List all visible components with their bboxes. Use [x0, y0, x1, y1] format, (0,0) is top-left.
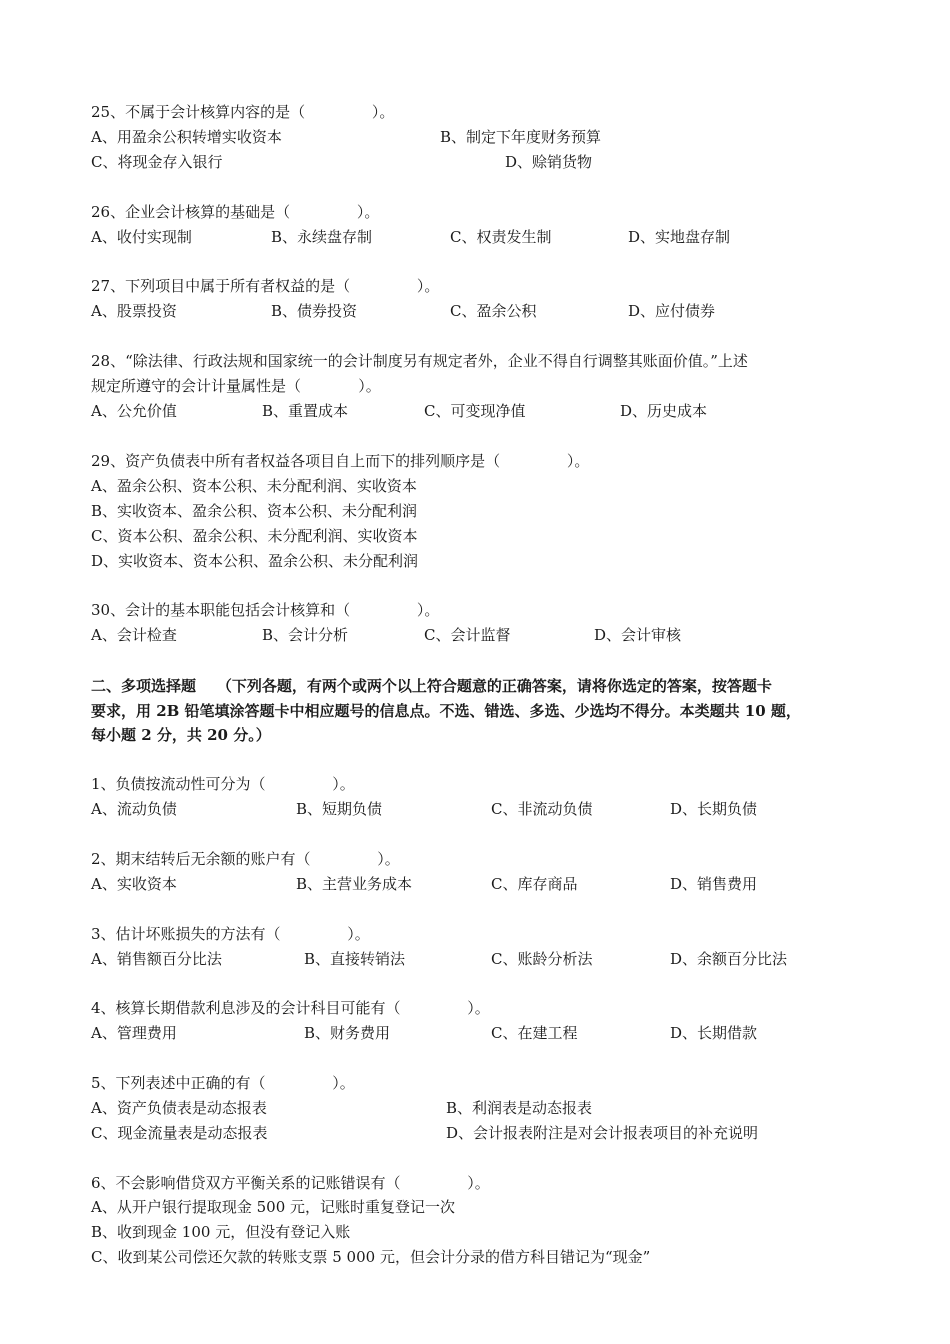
- question-26-option-a: A、收付实现制: [91, 228, 192, 246]
- multi-question-5-option-c: C、现金流量表是动态报表: [91, 1124, 268, 1142]
- question-27-stem: 27、下列项目中属于所有者权益的是（ ）。: [91, 277, 440, 295]
- multi-question-4-option-d: D、长期借款: [670, 1024, 758, 1042]
- multi-question-1-stem: 1、负债按流动性可分为（ ）。: [91, 775, 355, 793]
- question-29-option-b: B、实收资本、盈余公积、资本公积、未分配利润: [91, 502, 418, 520]
- multi-question-5-stem: 5、下列表述中正确的有（ ）。: [91, 1074, 355, 1092]
- question-30-option-c: C、会计监督: [424, 626, 511, 644]
- multi-question-1-option-a: A、流动负债: [91, 800, 177, 818]
- question-27-option-b: B、债券投资: [271, 302, 358, 320]
- multi-question-1-option-d: D、长期负债: [670, 800, 758, 818]
- question-28-option-d: D、历史成本: [620, 402, 708, 420]
- multi-question-2-option-c: C、库存商品: [491, 875, 578, 893]
- multi-question-3-option-c: C、账龄分析法: [491, 950, 593, 968]
- multi-question-6-stem: 6、不会影响借贷双方平衡关系的记账错误有（ ）。: [91, 1174, 490, 1192]
- question-28-option-c: C、可变现净值: [424, 402, 526, 420]
- question-29-stem: 29、资产负债表中所有者权益各项目自上而下的排列顺序是（ ）。: [91, 452, 590, 470]
- multi-question-3-option-a: A、销售额百分比法: [91, 950, 222, 968]
- multi-question-4-option-b: B、财务费用: [304, 1024, 391, 1042]
- multi-question-3-option-b: B、直接转销法: [304, 950, 406, 968]
- question-30-stem: 30、会计的基本职能包括会计核算和（ ）。: [91, 601, 440, 619]
- multi-question-5-option-d: D、会计报表附注是对会计报表项目的补充说明: [446, 1124, 759, 1142]
- question-25-option-c: C、将现金存入银行: [91, 153, 223, 171]
- question-26-option-d: D、实地盘存制: [628, 228, 731, 246]
- multi-question-5-option-a: A、资产负债表是动态报表: [91, 1099, 267, 1117]
- multi-question-6-option-a: A、从开户银行提取现金 500 元，记账时重复登记一次: [91, 1198, 456, 1216]
- question-28-stem-continued: 规定所遵守的会计计量属性是（ ）。: [91, 377, 381, 395]
- multi-question-6-option-c: C、收到某公司偿还欠款的转账支票 5 000 元，但会计分录的借方科目错记为“现金”: [91, 1248, 651, 1266]
- multi-question-6-option-b: B、收到现金 100 元，但没有登记入账: [91, 1223, 351, 1241]
- question-27-option-c: C、盈余公积: [450, 302, 537, 320]
- multi-question-4-option-a: A、管理费用: [91, 1024, 177, 1042]
- multi-question-2-stem: 2、期末结转后无余额的账户有（ ）。: [91, 850, 400, 868]
- multi-question-1-option-b: B、短期负债: [296, 800, 383, 818]
- multi-question-1-option-c: C、非流动负债: [491, 800, 593, 818]
- question-25-stem: 25、不属于会计核算内容的是（ ）。: [91, 103, 395, 121]
- multi-question-3-option-d: D、余额百分比法: [670, 950, 788, 968]
- multi-question-4-option-c: C、在建工程: [491, 1024, 578, 1042]
- question-28-option-b: B、重置成本: [262, 402, 349, 420]
- question-30-option-d: D、会计审核: [594, 626, 682, 644]
- question-26-stem: 26、企业会计核算的基础是（ ）。: [91, 203, 380, 221]
- question-29-option-a: A、盈余公积、资本公积、未分配利润、实收资本: [91, 477, 417, 495]
- question-27-option-a: A、股票投资: [91, 302, 177, 320]
- question-26-option-b: B、永续盘存制: [271, 228, 373, 246]
- question-25-option-a: A、用盈余公积转增实收资本: [91, 128, 282, 146]
- multi-question-5-option-b: B、利润表是动态报表: [446, 1099, 593, 1117]
- question-29-option-d: D、实收资本、资本公积、盈余公积、未分配利润: [91, 552, 419, 570]
- question-28-option-a: A、公允价值: [91, 402, 177, 420]
- question-26-option-c: C、权责发生制: [450, 228, 552, 246]
- question-30-option-a: A、会计检查: [91, 626, 177, 644]
- section-2-instructions: 要求，用 2B 铅笔填涂答题卡中相应题号的信息点。不选、错选、多选、少选均不得分。本类题共 10 题，: [91, 702, 801, 720]
- question-28-stem: 28、“除法律、行政法规和国家统一的会计制度另有规定者外，企业不得自行调整其账面价值。”上述: [91, 352, 748, 370]
- multi-question-2-option-d: D、销售费用: [670, 875, 758, 893]
- multi-question-3-stem: 3、估计坏账损失的方法有（ ）。: [91, 925, 370, 943]
- multi-question-4-stem: 4、核算长期借款利息涉及的会计科目可能有（ ）。: [91, 999, 490, 1017]
- question-30-option-b: B、会计分析: [262, 626, 349, 644]
- question-27-option-d: D、应付债券: [628, 302, 716, 320]
- section-2-scoring: 每小题 2 分，共 20 分。）: [91, 726, 271, 744]
- question-25-option-b: B、制定下年度财务预算: [440, 128, 602, 146]
- question-29-option-c: C、资本公积、盈余公积、未分配利润、实收资本: [91, 527, 418, 545]
- multi-question-2-option-a: A、实收资本: [91, 875, 177, 893]
- section-2-heading: 二、多项选择题 （下列各题，有两个或两个以上符合题意的正确答案，请将你选定的答案，按答题卡: [91, 677, 772, 695]
- question-25-option-d: D、赊销货物: [505, 153, 593, 171]
- multi-question-2-option-b: B、主营业务成本: [296, 875, 413, 893]
